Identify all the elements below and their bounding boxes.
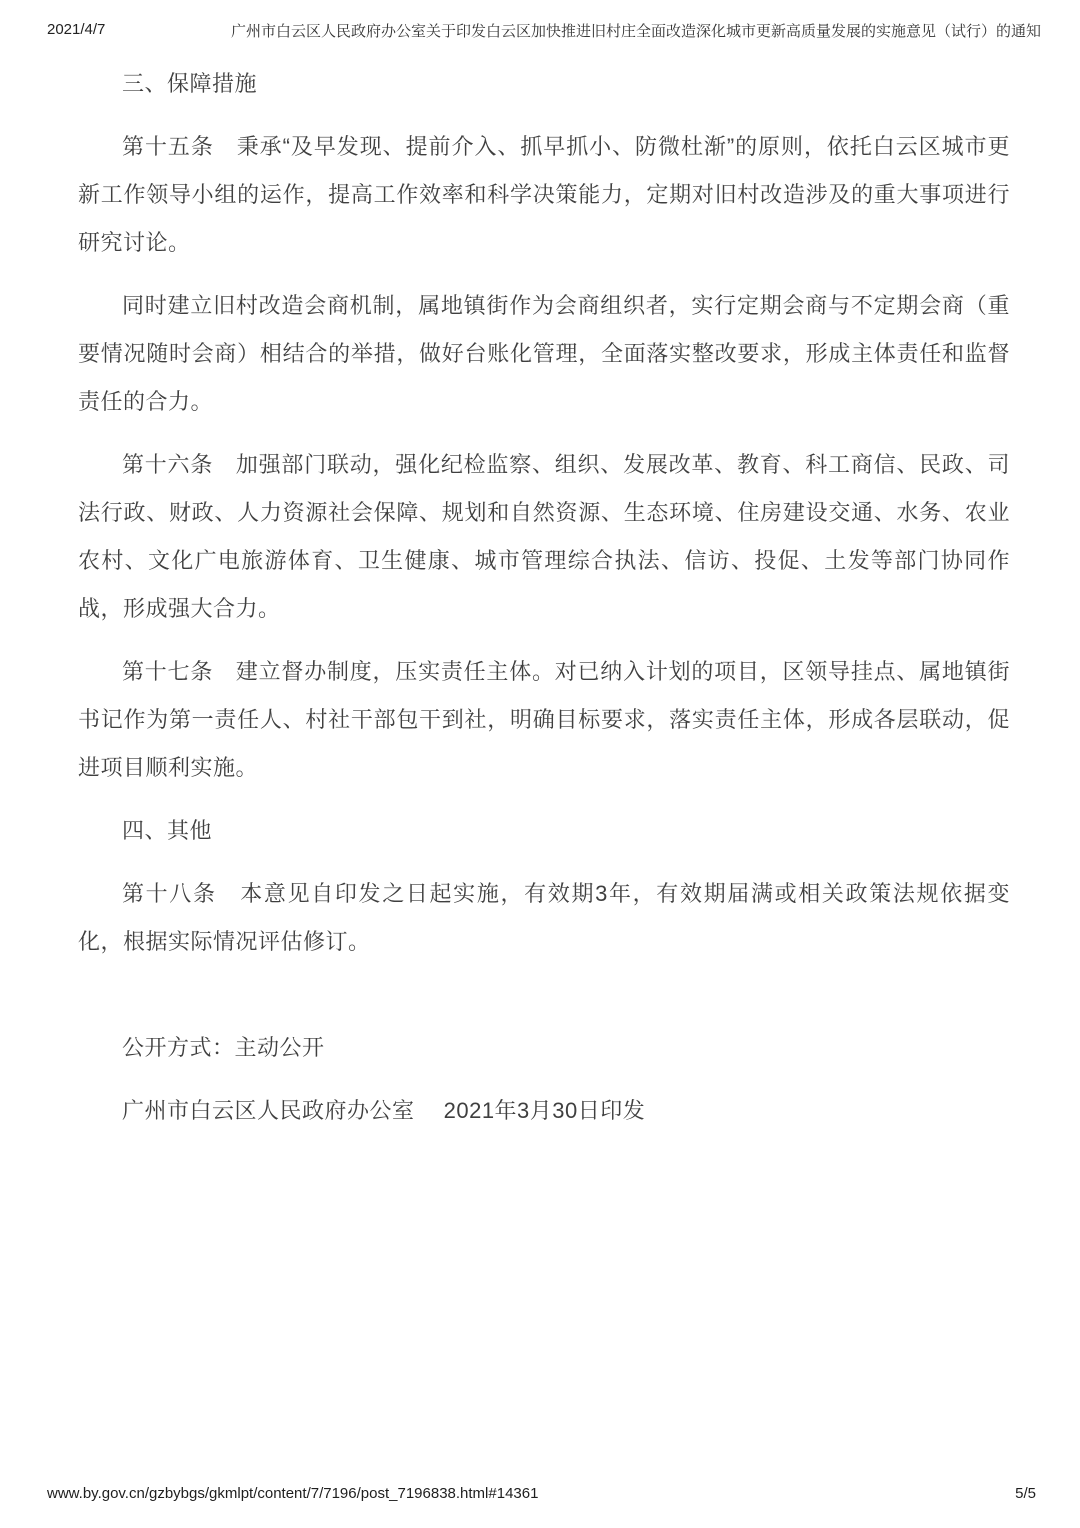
para-article-18: 第十八条 本意见自印发之日起实施，有效期3年，有效期届满或相关政策法规依据变化，根据实际情况评估修订。 <box>78 881 1010 954</box>
para-publicity-method: 公开方式：主动公开 <box>122 1035 325 1060</box>
para-issuance-line: 广州市白云区人民政府办公室 2021年3月30日印发 <box>122 1098 646 1123</box>
page-number: 5/5 <box>1015 1485 1036 1502</box>
para-article-15-consultation: 同时建立旧村改造会商机制，属地镇街作为会商组织者，实行定期会商与不定期会商（重要情况随时会商）相结合的举措，做好台账化管理，全面落实整改要求，形成主体责任和监督责任的合力。 <box>78 293 1010 414</box>
print-header <box>0 20 1080 41</box>
print-date: 2021/4/7 <box>47 21 106 38</box>
para-article-17: 第十七条 建立督办制度，压实责任主体。对已纳入计划的项目，区领导挂点、属地镇街书记作为第一责任人、村社干部包干到社，明确目标要求，落实责任主体，形成各层联动，促进项目顺利实施。 <box>78 659 1010 780</box>
section-heading-other: 四、其他 <box>122 818 213 843</box>
print-footer <box>47 1485 1036 1502</box>
para-article-15: 第十五条 秉承“及早发现、提前介入、抓早抓小、防微杜渐”的原则，依托白云区城市更新工作领导小组的运作，提高工作效率和科学决策能力，定期对旧村改造涉及的重大事项进行研究讨论。 <box>78 134 1010 255</box>
footer-url: www.by.gov.cn/gzbybgs/gkmlpt/content/7/7196/post_7196838.html#14361 <box>47 1485 539 1502</box>
para-article-16: 第十六条 加强部门联动，强化纪检监察、组织、发展改革、教育、科工商信、民政、司法行政、财政、人力资源社会保障、规划和自然资源、生态环境、住房建设交通、水务、农业农村、文化广电旅游体育、卫生健康、城市管理综合执法、信访、投促、土发等部门协同作战，形成强大合力。 <box>78 452 1010 621</box>
print-header-title: 广州市白云区人民政府办公室关于印发白云区加快推进旧村庄全面改造深化城市更新高质量发展的实施意见（试行）的通知 <box>230 23 1041 40</box>
section-heading-safeguards: 三、保障措施 <box>122 71 258 96</box>
document-body <box>78 60 1010 1150</box>
